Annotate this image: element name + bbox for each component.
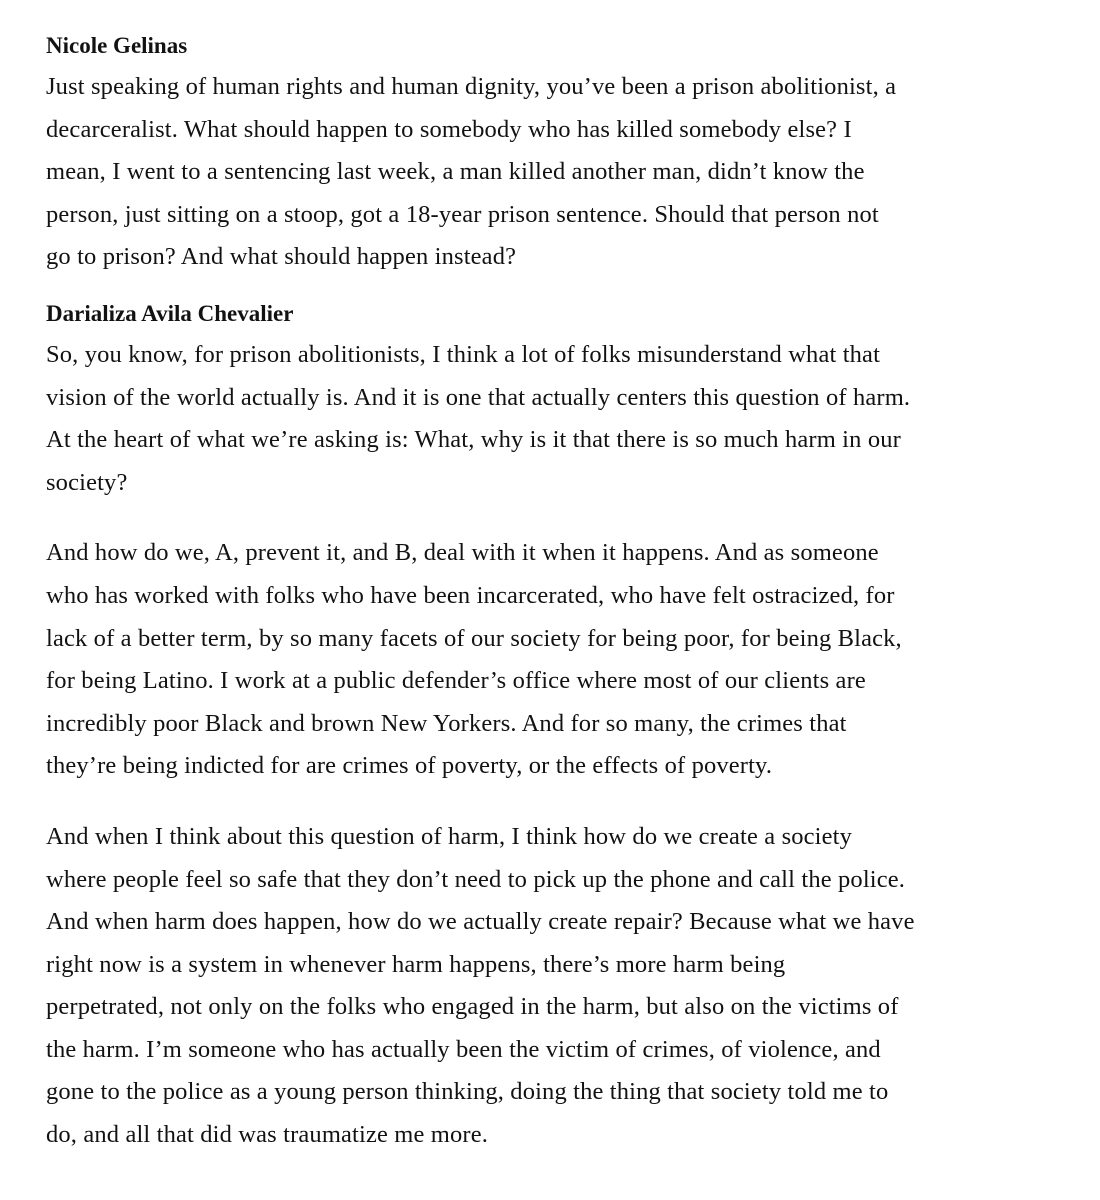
speaker-block-nicole-gelinas [46,26,1076,279]
text-line: where people feel so safe that they don’t need to pick up the phone and call the police. [46,865,906,893]
text-line: they’re being indicted for are crimes of poverty, or the effects of poverty. [46,752,773,780]
spacer [46,279,1076,294]
speaker-block-darializa-avila-chevalier [46,294,1076,1157]
text-line: the harm. I’m someone who has actually been the victim of crimes, of violence, and [46,1035,881,1063]
speaker-name: Darializa Avila Chevalier [46,300,294,326]
text-line: go to prison? And what should happen instead? [46,243,517,271]
transcript-paragraph [46,334,1076,504]
text-line: At the heart of what we’re asking is: What, why is it that there is so much harm in our [46,426,901,454]
text-line: And when I think about this question of harm, I think how do we create a society [46,822,853,850]
text-line: right now is a system in whenever harm happens, there’s more harm being [46,950,786,978]
text-line: for being Latino. I work at a public defender’s office where most of our clients are [46,667,866,695]
text-line: incredibly poor Black and brown New Yorkers. And for so many, the crimes that [46,709,847,737]
text-line: So, you know, for prison abolitionists, I think a lot of folks misunderstand what that [46,340,881,368]
spacer [46,504,1076,532]
text-line: do, and all that did was traumatize me more. [46,1121,489,1149]
text-line: who has worked with folks who have been incarcerated, who have felt ostracized, for [46,581,895,609]
transcript-paragraph [46,66,1076,279]
speaker-name: Nicole Gelinas [46,33,188,58]
text-line: decarceralist. What should happen to somebody who has killed somebody else? I [46,115,852,143]
text-line: gone to the police as a young person thinking, doing the thing that society told me to [46,1078,889,1106]
text-line: society? [46,468,128,496]
text-line: perpetrated, not only on the folks who engaged in the harm, but also on the victims of [46,993,899,1021]
text-line: mean, I went to a sentencing last week, a man killed another man, didn’t know the [46,158,865,186]
text-line: And when harm does happen, how do we actually create repair? Because what we have [46,908,915,936]
spacer [46,788,1076,816]
transcript-paragraph [46,532,1076,788]
text-line: Just speaking of human rights and human dignity, you’ve been a prison abolitionist, a [46,73,897,100]
text-line: And how do we, A, prevent it, and B, deal with it when it happens. And as someone [46,539,879,567]
text-line: lack of a better term, by so many facets of our society for being poor, for being Black, [46,624,902,652]
transcript-paragraph [46,816,1076,1157]
transcript [46,26,1076,1157]
text-line: vision of the world actually is. And it is one that actually centers this question of harm. [46,383,911,411]
text-line: person, just sitting on a stoop, got a 18-year prison sentence. Should that person not [46,200,879,228]
